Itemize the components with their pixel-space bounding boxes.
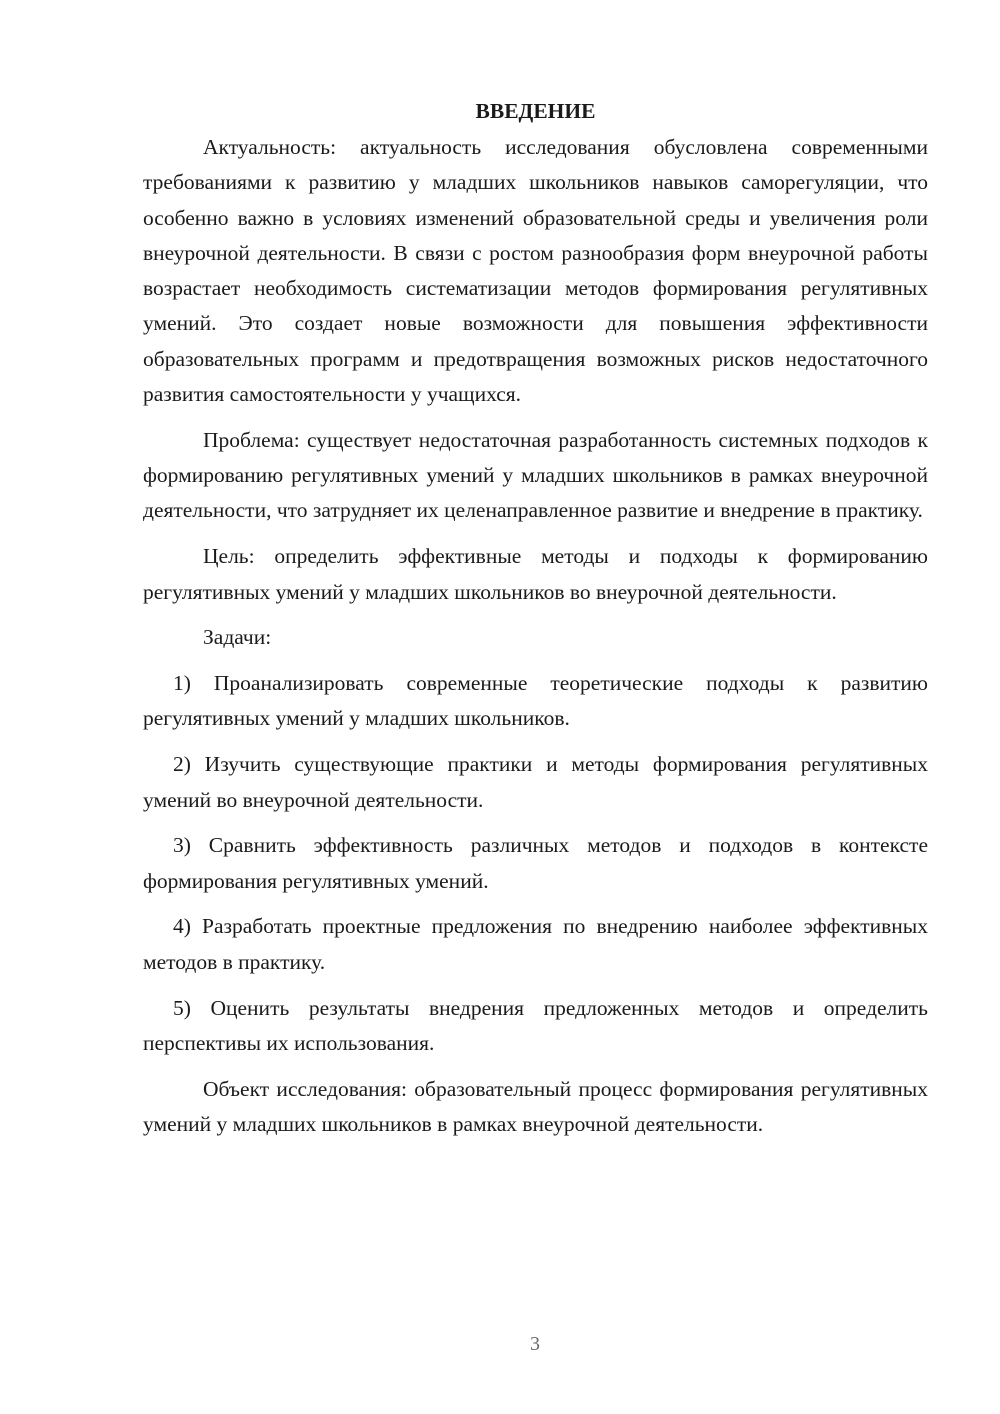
tasks-label: Задачи: — [203, 625, 272, 650]
task-item-1: 1) Проанализировать современные теоретические подходы к развитию регулятивных умений у младших школьников. — [143, 671, 928, 731]
task-item-5: 5) Оценить результаты внедрения предложенных методов и определить перспективы их использования. — [143, 995, 928, 1055]
task-item-4: 4) Разработать проектные предложения по внедрению наиболее эффективных методов в практику. — [143, 914, 928, 974]
page-number: 3 — [530, 1333, 540, 1355]
task-item-3: 3) Сравнить эффективность различных методов и подходов в контексте формирования регулятивных умений. — [143, 833, 928, 893]
goal-paragraph: Цель: определить эффективные методы и подходы к формированию регулятивных умений у младших школьников во внеурочной деятельности. — [143, 544, 928, 604]
section-heading: ВВЕДЕНИЕ — [475, 99, 596, 123]
problem-paragraph: Проблема: существует недостаточная разработанность системных подходов к формированию регулятивных умений у младших школьников в рамках внеурочной деятельности, что затрудняет их целенаправленное развитие и внедрение в практику. — [143, 427, 928, 523]
page-content — [143, 93, 928, 1153]
relevance-paragraph: Актуальность: актуальность исследования обусловлена современными требованиями к развитию у младших школьников навыков саморегуляции, что особенно важно в условиях изменений образовательной среды и увеличения роли внеурочной деятельности. В связи с ростом разнообразия форм внеурочной работы возрастает необходимость систематизации методов формирования регулятивных умений. Это создает новые возможности для повышения эффективности образовательных программ и предотвращения возможных рисков недостаточного развития самостоятельности у учащихся. — [143, 135, 928, 407]
task-item-2: 2) Изучить существующие практики и методы формирования регулятивных умений во внеурочной деятельности. — [143, 752, 928, 812]
object-paragraph: Объект исследования: образовательный процесс формирования регулятивных умений у младших школьников в рамках внеурочной деятельности. — [143, 1076, 928, 1136]
